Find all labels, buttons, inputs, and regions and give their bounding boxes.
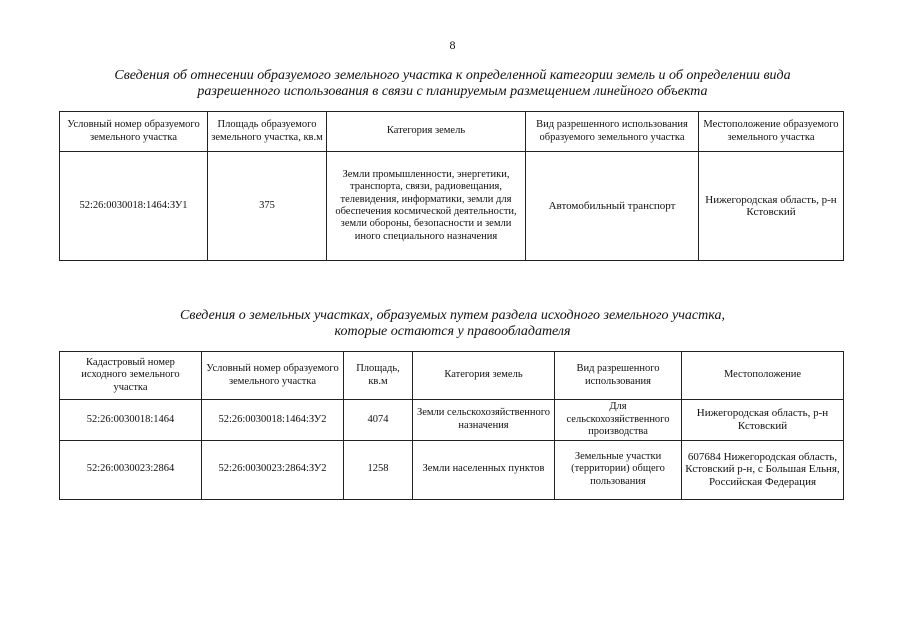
cell-location: Нижегородская область, р-н Кстовский: [682, 400, 844, 441]
cell-permitted-use: Для сельскохозяйственного производства: [555, 400, 682, 441]
cell-area: 4074: [344, 400, 413, 441]
table-header-row: [60, 112, 844, 152]
cell-conditional-number: 52:26:0030018:1464:ЗУ2: [202, 400, 344, 441]
cell-location: Нижегородская область, р-н Кстовский: [699, 152, 844, 261]
cell-conditional-number: 52:26:0030018:1464:ЗУ1: [60, 152, 208, 261]
page-number: 8: [449, 38, 456, 52]
column-header-conditional-number: Условный номер образуемого земельного участка: [60, 112, 208, 152]
land-division-table: [59, 351, 844, 500]
cell-category: Земли промышленности, энергетики, транспорта, связи, радиовещания, телевидения, информатики, земли для обеспечения космической деятельности, земли обороны, безопасности и земли иного специального назначения: [327, 152, 526, 261]
column-header-location: Местоположение образуемого земельного участка: [699, 112, 844, 152]
cell-area: 375: [208, 152, 327, 261]
section1-heading: [60, 68, 845, 100]
section2-heading: [60, 308, 845, 340]
cell-location: 607684 Нижегородская область, Кстовский р-н, с Большая Ельня, Российская Федерация: [682, 440, 844, 499]
column-header-area: Площадь, кв.м: [344, 352, 413, 400]
cell-permitted-use: Автомобильный транспорт: [526, 152, 699, 261]
column-header-source-cadastral: Кадастровый номер исходного земельного участка: [60, 352, 202, 400]
column-header-category: Категория земель: [413, 352, 555, 400]
cell-source-cadastral: 52:26:0030023:2864: [60, 440, 202, 499]
cell-conditional-number: 52:26:0030023:2864:ЗУ2: [202, 440, 344, 499]
cell-category: Земли населенных пунктов: [413, 440, 555, 499]
column-header-category: Категория земель: [327, 112, 526, 152]
land-category-table: [59, 111, 844, 261]
table-row: [60, 152, 844, 261]
column-header-conditional-number: Условный номер образуемого земельного участка: [202, 352, 344, 400]
column-header-location: Местоположение: [682, 352, 844, 400]
column-header-permitted-use: Вид разрешенного использования образуемого земельного участка: [526, 112, 699, 152]
column-header-area: Площадь образуемого земельного участка, кв.м: [208, 112, 327, 152]
table-header-row: [60, 352, 844, 400]
cell-source-cadastral: 52:26:0030018:1464: [60, 400, 202, 441]
cell-category: Земли сельскохозяйственного назначения: [413, 400, 555, 441]
cell-area: 1258: [344, 440, 413, 499]
section1-heading-line1: Сведения об отнесении образуемого земельного участка к определенной категории земель и об определении вида: [114, 68, 791, 83]
table-row: [60, 400, 844, 441]
section2-heading-line1: Сведения о земельных участках, образуемых путем раздела исходного земельного участка,: [180, 308, 725, 323]
cell-permitted-use: Земельные участки (территории) общего пользования: [555, 440, 682, 499]
section2-heading-line2: которые остаются у правообладателя: [334, 324, 571, 339]
column-header-permitted-use: Вид разрешенного использования: [555, 352, 682, 400]
section1-heading-line2: разрешенного использования в связи с планируемым размещением линейного объекта: [197, 84, 708, 99]
table-row: [60, 440, 844, 499]
